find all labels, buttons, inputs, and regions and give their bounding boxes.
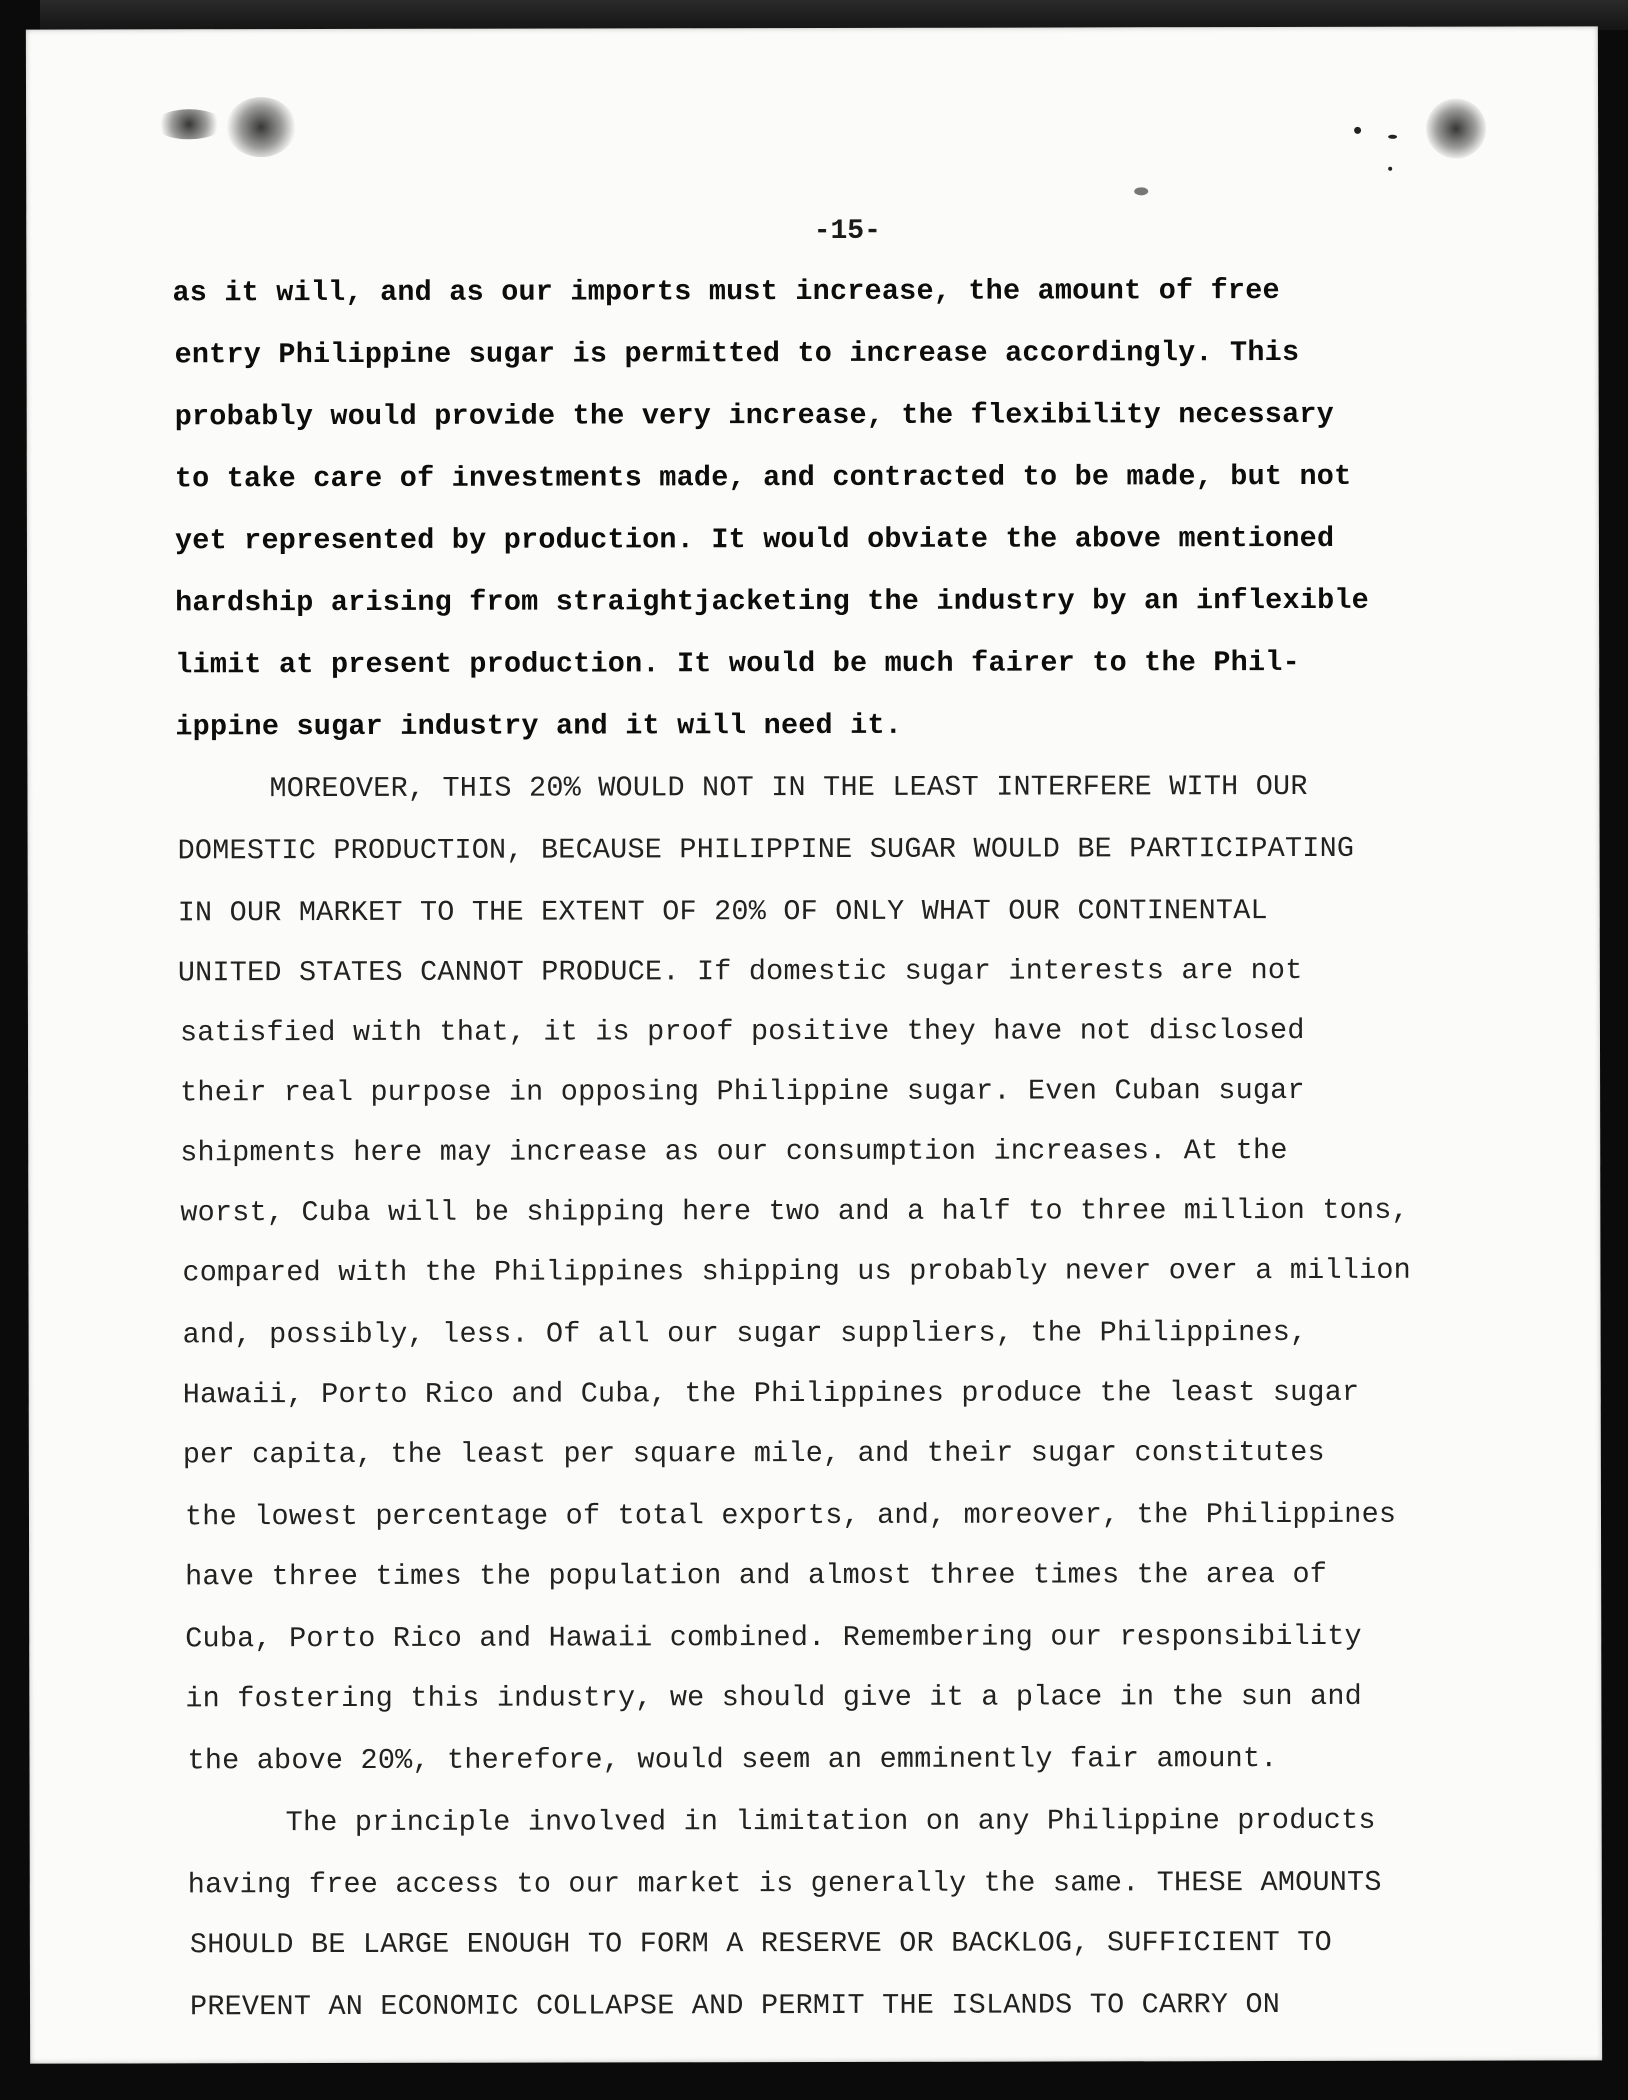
- typed-document-page: [26, 26, 1602, 2063]
- text-line-28: SHOULD BE LARGE ENOUGH TO FORM A RESERVE OR BACKLOG, SUFFICIENT TO: [189, 1925, 1332, 1962]
- text-line-4: to take care of investments made, and contracted to be made, but not: [174, 459, 1352, 496]
- page-number: -15-: [813, 215, 881, 247]
- scanner-edge: [40, 0, 1628, 30]
- speck-right-2: [1388, 135, 1397, 139]
- text-line-9: MOREOVER, THIS 20% WOULD NOT IN THE LEAST INTERFERE WITH OUR: [269, 769, 1308, 806]
- ink-blot-left: [226, 97, 296, 157]
- text-line-3: probably would provide the very increase, the flexibility necessary: [174, 397, 1335, 434]
- text-line-24: in fostering this industry, we should give it a place in the sun and: [185, 1679, 1362, 1716]
- text-line-25: the above 20%, therefore, would seem an emminently fair amount.: [187, 1742, 1278, 1778]
- text-line-5: yet represented by production. It would obviate the above mentioned: [174, 521, 1335, 558]
- text-line-6: hardship arising from straightjacketing the industry by an inflexible: [175, 583, 1370, 620]
- speck-right-1: [1354, 127, 1361, 134]
- text-line-22: have three times the population and almost three times the area of: [185, 1557, 1328, 1594]
- text-line-27: having free access to our market is generally the same. THESE AMOUNTS: [187, 1865, 1382, 1902]
- text-line-18: and, possibly, less. Of all our sugar suppliers, the Philippines,: [182, 1315, 1308, 1352]
- text-line-23: Cuba, Porto Rico and Hawaii combined. Remembering our responsibility: [185, 1619, 1362, 1656]
- text-line-10: DOMESTIC PRODUCTION, BECAUSE PHILIPPINE SUGAR WOULD BE PARTICIPATING: [177, 831, 1355, 868]
- speck-right-3: [1388, 167, 1392, 171]
- text-line-19: Hawaii, Porto Rico and Cuba, the Philippines produce the least sugar: [182, 1375, 1360, 1412]
- text-line-14: their real purpose in opposing Philippine sugar. Even Cuban sugar: [180, 1073, 1305, 1110]
- text-line-17: compared with the Philippines shipping us probably never over a million: [182, 1253, 1412, 1290]
- ink-blot-right: [1426, 99, 1486, 159]
- text-line-13: satisfied with that, it is proof positive they have not disclosed: [179, 1013, 1305, 1050]
- text-line-1: as it will, and as our imports must increase, the amount of free: [172, 274, 1280, 310]
- text-line-20: per capita, the least per square mile, and their sugar constitutes: [182, 1435, 1325, 1472]
- ink-smudge-left: [154, 109, 224, 139]
- text-line-21: the lowest percentage of total exports, and, moreover, the Philippines: [184, 1497, 1397, 1534]
- text-line-29: PREVENT AN ECONOMIC COLLAPSE AND PERMIT THE ISLANDS TO CARRY ON: [189, 1988, 1281, 2024]
- text-line-26: The principle involved in limitation on any Philippine products: [285, 1803, 1376, 1840]
- text-line-16: worst, Cuba will be shipping here two and a half to three million tons,: [180, 1193, 1409, 1230]
- text-line-2: entry Philippine sugar is permitted to increase accordingly. This: [174, 335, 1300, 372]
- text-line-15: shipments here may increase as our consumption increases. At the: [180, 1134, 1288, 1170]
- speck-mid: [1134, 187, 1148, 195]
- text-line-12: UNITED STATES CANNOT PRODUCE. If domestic sugar interests are not: [177, 953, 1303, 990]
- text-line-11: IN OUR MARKET TO THE EXTENT OF 20% OF ONLY WHAT OUR CONTINENTAL: [177, 894, 1268, 930]
- text-line-8: ippine sugar industry and it will need it.: [175, 708, 903, 744]
- text-line-7: limit at present production. It would be much fairer to the Phil-: [175, 645, 1300, 682]
